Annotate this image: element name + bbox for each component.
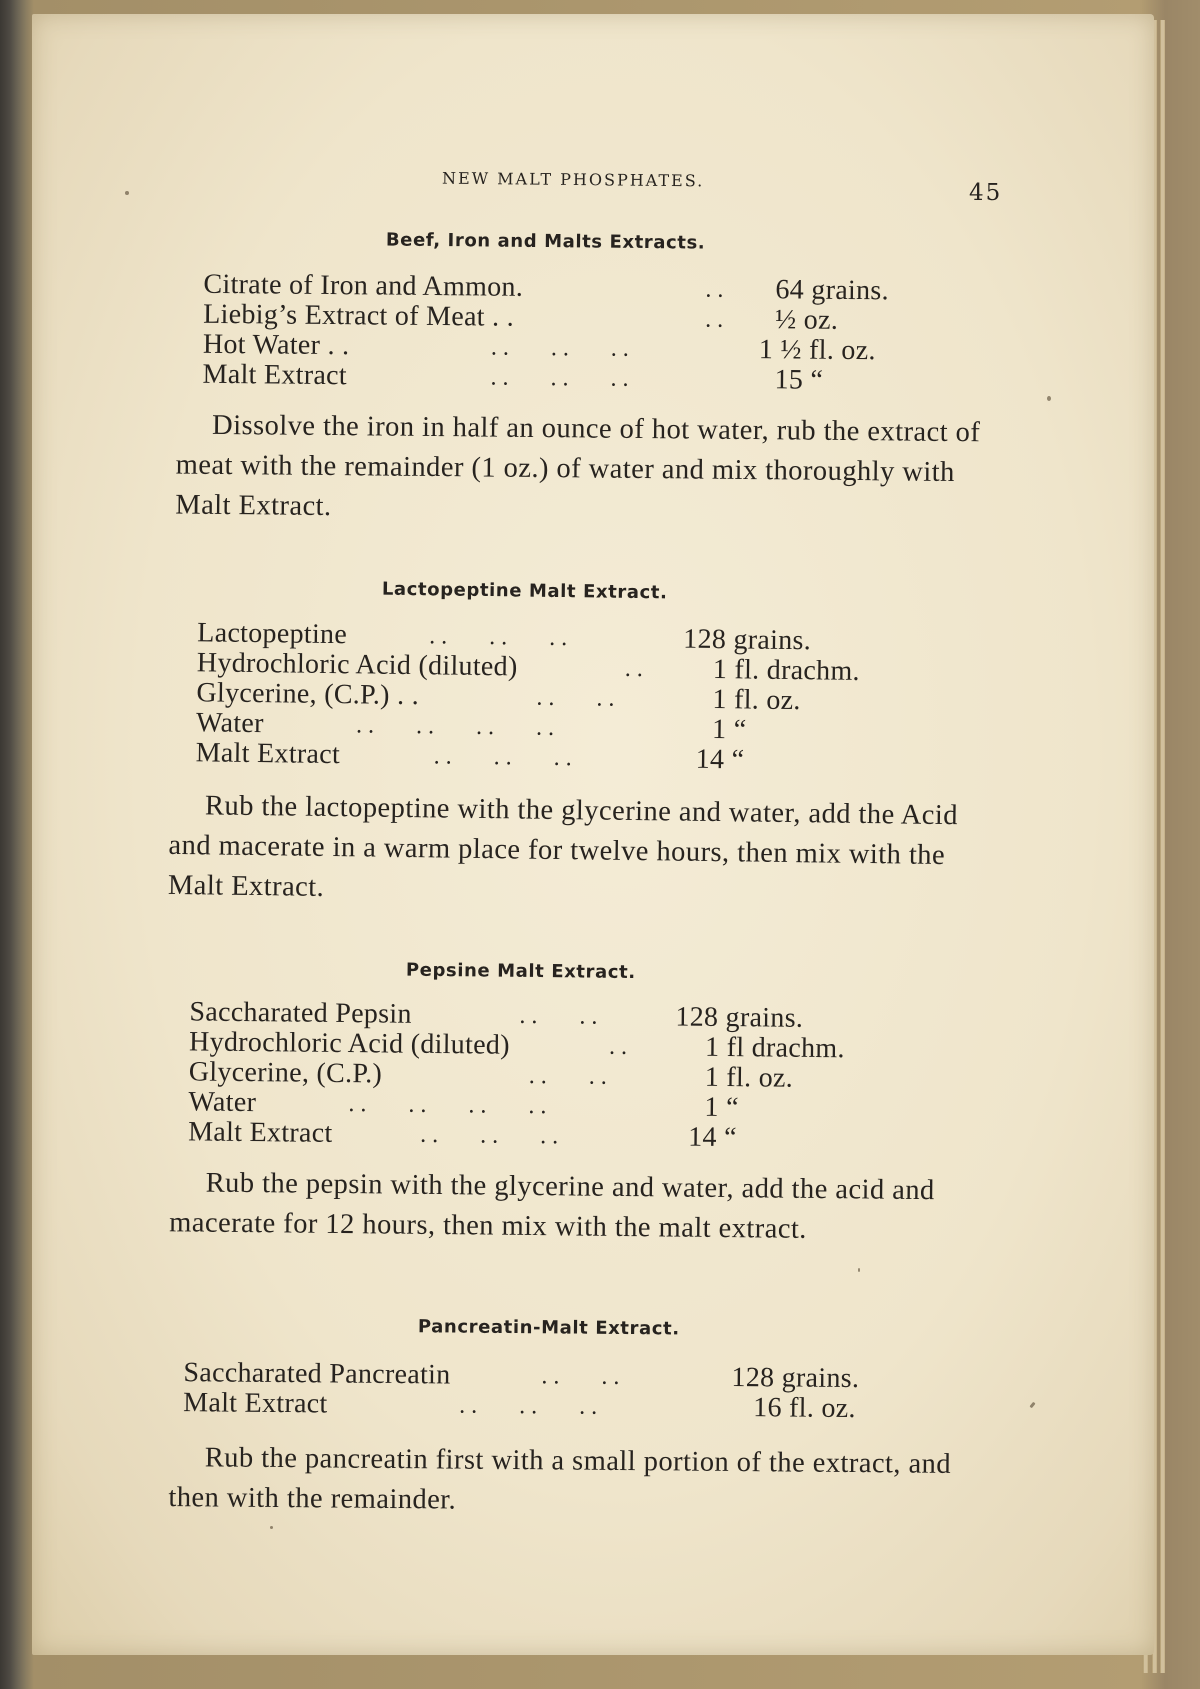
ingredient-row	[183, 1386, 1063, 1428]
ingredient-name: Saccharated Pancreatin	[183, 1357, 451, 1391]
leader-dots: . .	[705, 276, 724, 303]
ingredient-quantity: 1 fl. oz.	[712, 683, 801, 717]
leader-dots: . . . .	[519, 1002, 598, 1030]
leader-dots: . . . . . . . .	[348, 1091, 547, 1120]
paper-speck	[858, 1268, 860, 1272]
leader-dots: . . . . . . . .	[355, 712, 555, 741]
ingredient-quantity: 1 fl. drachm.	[712, 653, 861, 687]
leader-dots: . . . .	[528, 1062, 607, 1090]
ingredient-quantity: 1 “	[711, 713, 747, 746]
ingredient-name: Water	[195, 707, 264, 740]
recipe-lactopeptine-malt	[167, 576, 1078, 903]
ingredient-row	[202, 358, 1082, 400]
page-edge-line	[1160, 20, 1165, 1673]
ingredient-name: Citrate of Iron and Ammon.	[203, 268, 524, 303]
book-page	[32, 14, 1154, 1655]
recipe-pepsine-malt	[169, 957, 1070, 1245]
ingredient-name: Saccharated Pepsin	[189, 996, 412, 1030]
ingredient-name: Malt Extract	[183, 1387, 328, 1420]
ingredient-quantity: 1 “	[704, 1091, 739, 1124]
recipe-directions: Rub the lactopeptine with the glycerine and water, add the Acid and macerate in a warm place for twelve hours, then mix with the Malt Extract.	[167, 790, 959, 903]
leader-dots: . . . . . .	[420, 1121, 559, 1150]
ingredient-name: Lactopeptine	[197, 617, 348, 651]
recipe-beef-iron-malt	[175, 228, 1084, 523]
ingredient-quantity: ½ oz.	[775, 304, 839, 336]
ingredient-name: Glycerine, (C.P.)	[188, 1056, 383, 1090]
ingredient-quantity: 64 grains.	[775, 274, 890, 307]
leader-dots: . . . . . .	[433, 743, 572, 772]
ingredient-name: Hydrochloric Acid (diluted)	[188, 1026, 510, 1061]
ingredient-quantity: 1 fl drachm.	[704, 1031, 845, 1065]
ingredient-quantity: 14 “	[695, 743, 745, 776]
recipe-title: Pancreatin-Malt Extract.	[417, 1316, 680, 1340]
leader-dots: . . . . . .	[490, 334, 630, 362]
ingredient-quantity: 1 fl. oz.	[704, 1061, 794, 1094]
leader-dots: . . . . . .	[459, 1392, 598, 1420]
ingredient-quantity: 128 grains.	[683, 623, 812, 657]
ingredient-quantity: 14 “	[688, 1121, 737, 1154]
ingredient-name: Malt Extract	[195, 737, 341, 771]
leader-dots: . . . . . .	[429, 623, 568, 652]
ingredient-name: Hot Water . .	[202, 328, 350, 362]
ingredient-quantity: 1 ½ fl. oz.	[758, 334, 876, 367]
running-header: NEW MALT PHOSPHATES.	[441, 168, 705, 191]
leader-dots: . .	[608, 1033, 628, 1060]
paper-speck	[270, 1526, 273, 1529]
leader-dots: . .	[705, 306, 724, 333]
recipe-pancreatin-malt	[168, 1314, 1064, 1516]
ingredient-name: Glycerine, (C.P.) . .	[196, 677, 420, 712]
leader-dots: . . . .	[536, 684, 615, 712]
ingredient-quantity: 128 grains.	[731, 1361, 860, 1395]
ingredient-name: Liebig’s Extract of Meat . .	[203, 298, 515, 333]
page-number: 45	[969, 180, 1003, 206]
paper-speck	[1047, 396, 1051, 401]
ingredient-name: Water	[188, 1086, 257, 1119]
ingredient-quantity: 15 “	[774, 364, 824, 396]
recipe-title: Lactopeptine Malt Extract.	[381, 578, 668, 604]
recipe-title: Pepsine Malt Extract.	[405, 959, 636, 984]
leader-dots: . . . .	[541, 1363, 620, 1390]
ingredient-quantity: 16 fl. oz.	[753, 1392, 856, 1425]
recipe-directions: Dissolve the iron in half an ounce of hot water, rub the extract of meat with the remainder (1 oz.) of water and mix thoroughly with Malt Extract.	[175, 409, 981, 523]
paper-speck	[125, 191, 129, 195]
ingredient-name: Malt Extract	[188, 1116, 333, 1149]
leader-dots: . . . . . .	[490, 364, 629, 392]
ingredient-quantity: 128 grains.	[675, 1001, 804, 1034]
leader-dots: . .	[624, 655, 644, 683]
ingredient-name: Hydrochloric Acid (diluted)	[196, 647, 518, 683]
recipe-directions: Rub the pepsin with the glycerine and water, add the acid and macerate for 12 hours, then mix with the malt extract.	[169, 1167, 935, 1245]
recipe-title: Beef, Iron and Malts Extracts.	[385, 229, 706, 254]
recipe-directions: Rub the pancreatin first with a small portion of the extract, and then with the remainder.	[168, 1442, 952, 1516]
ingredient-name: Malt Extract	[202, 358, 348, 392]
